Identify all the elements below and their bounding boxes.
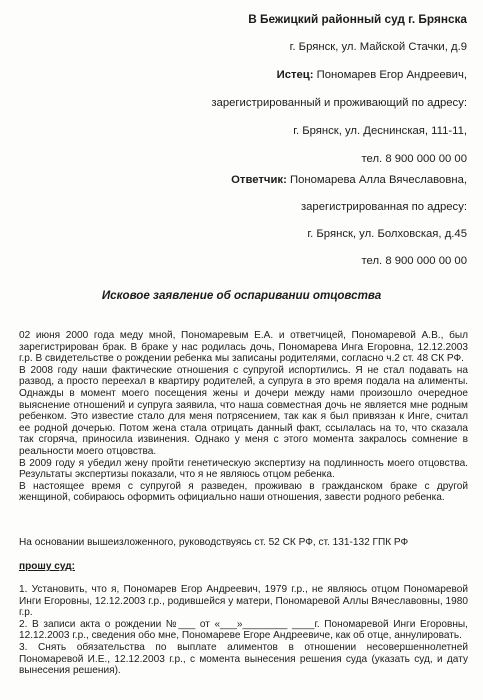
defendant-status: зарегистрированная по адресу:: [300, 201, 467, 213]
request-heading: прошу суд:: [19, 561, 76, 572]
plaintiff-line: [277, 68, 467, 82]
plaintiff-name: Пономарев Егор Андреевич,: [316, 69, 467, 81]
request-item-3: 3. Снять обязательства по выплате алиментов в отношении несовершеннолетней Пономаревой И.Е., 12.12.2003 г.р., с момента вынесения решения суда (указать суд, и дату вынесения решения).: [19, 641, 468, 677]
defendant-label: Ответчик:: [231, 174, 287, 186]
court-name: В Бежицкий районный суд г. Брянска: [248, 12, 467, 26]
request-item-1: 1. Установить, что я, Пономарев Егор Андреевич, 1979 г.р., не являюсь отцом Пономаревой Инги Егоровны, 12.12.2003 г.р., родившейся у матери, Пономаревой Аллы Вячеславовны, 1980 г.р.: [19, 584, 468, 619]
document-title: Исковое заявление об оспаривании отцовства: [101, 289, 382, 302]
plaintiff-label: Истец:: [276, 69, 314, 81]
paragraph-current: В настоящее время с супругой я разведен, проживаю в гражданском браке с другой женщиной, собираюсь оформить официально наши отношения, завести родного ребенка.: [19, 480, 468, 504]
plaintiff-phone: тел. 8 900 000 00 00: [361, 153, 467, 165]
paragraph-expertise: В 2009 году я убедил жену пройти генетическую экспертизу на подлинность моего отцовства. Результаты экспертизы показали, что я не являюсь отцом ребенка.: [19, 457, 468, 481]
defendant-name: Пономарева Алла Вячеславовна,: [289, 174, 467, 186]
plaintiff-address: г. Брянск, ул. Деснинская, 111-11,: [293, 125, 467, 137]
defendant-phone: тел. 8 900 000 00 00: [361, 255, 467, 267]
facts-section: [19, 330, 468, 504]
court-address: г. Брянск, ул. Майской Стачки, д.9: [289, 41, 467, 53]
legal-basis: На основании вышеизложенного, руководствуясь ст. 52 СК РФ, ст. 131-132 ГПК РФ: [19, 537, 409, 548]
paragraph-marriage: 02 июня 2000 года меду мной, Пономаревым Е.А. и ответчицей, Пономаревой А.В., был зарегистрирован брак. В браке у нас родилась дочь, Пономарева Инга Егоровна, 12.12.2003 г.р. В свидетельстве о рождении ребенка мы записаны родителями, согласно ч.2 ст. 48 СК РФ.: [19, 330, 468, 365]
paragraph-relations: В 2008 году наши фактические отношения с супругой испортились. Я не стал подавать на развод, а просто переехал в квартиру родителей, а супруга в это время подала на алименты. Однажды в момент моего посещения жены и дочери между нами произошло очередное выяснение отношений и супруга заявила, что наша совместная дочь не является мне родным ребенком. Это известие стало для меня потрясением, так как я был привязан к Инге, считал ее родной дочерью. Потом жена стала отрицать данный факт, ссылалась на то, что сказала так сгоряча, приносила извинения. Однако у меня с этого момента закралось сомнение в реальности моего отцовства.: [19, 364, 468, 457]
request-items: [19, 584, 468, 677]
plaintiff-status: зарегистрированный и проживающий по адресу:: [211, 97, 467, 109]
defendant-address: г. Брянск, ул. Болховская, д.45: [307, 228, 467, 240]
defendant-line: [231, 173, 467, 187]
request-item-2: 2. В записи акта о рождении №___ от «___»________ ____г. Пономаревой Инги Егоровны, 12.12.2003 г.р., сведения обо мне, Пономареве Егоре Андреевиче, как об отце, аннулировать.: [19, 618, 468, 642]
